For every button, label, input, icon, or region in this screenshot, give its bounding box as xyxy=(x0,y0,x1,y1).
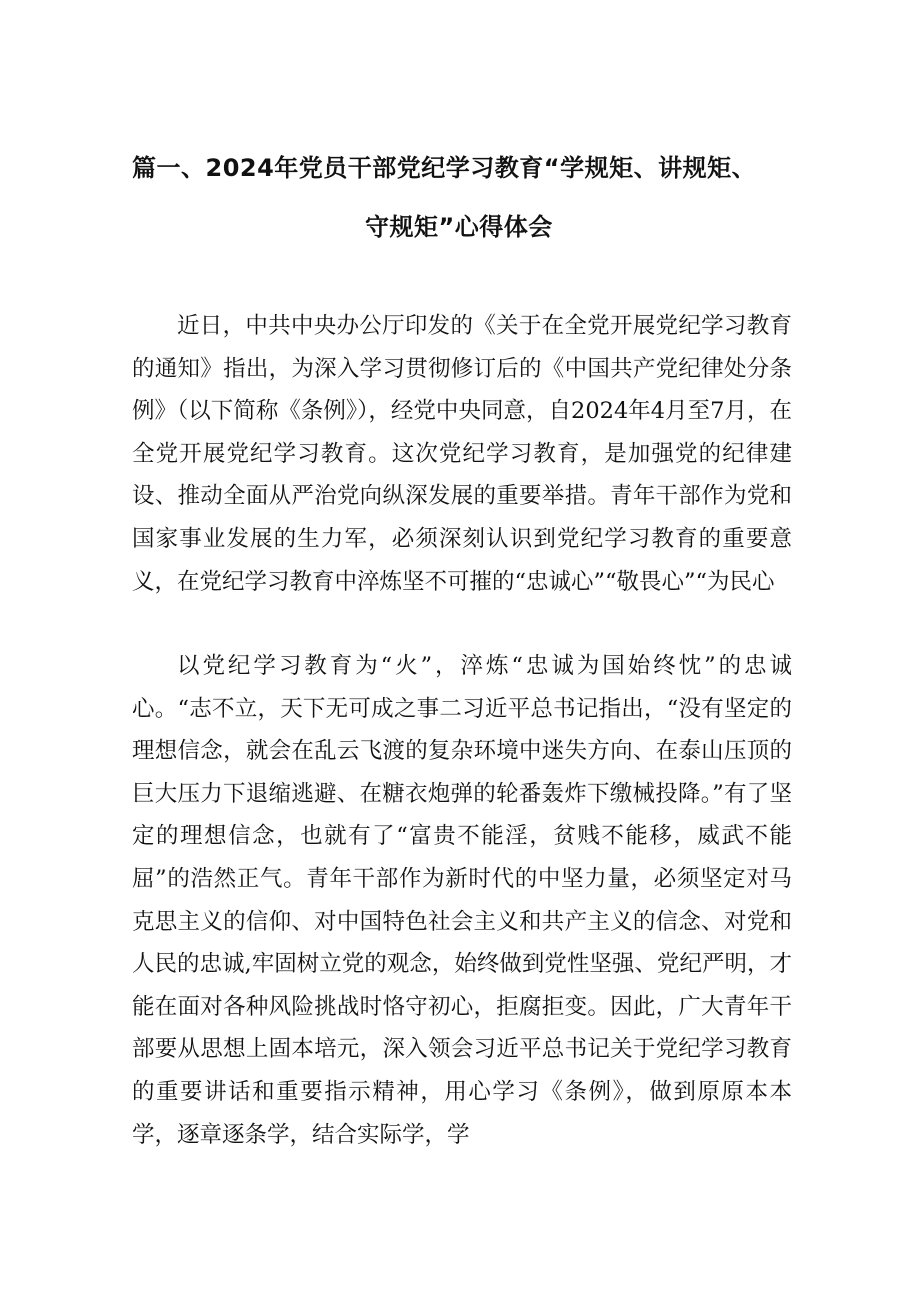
paragraph-loyalty: 以党纪学习教育为“火”，淬炼“忠诚为国始终忱”的忠诚心。“志不立，天下无可成之事二习近平总书记指出，“没有坚定的理想信念，就会在乱云飞渡的复杂环境中迷失方向、在泰山压顶的巨大压力下退缩逃避、在糖衣炮弹的轮番轰炸下缴械投降。”有了坚定的理想信念，也就有了“富贵不能淫，贫贱不能移，威武不能屈”的浩然正气。青年干部作为新时代的中坚力量，必须坚定对马克思主义的信仰、对中国特色社会主义和共产主义的信念、对党和人民的忠诚,牢固树立党的观念，始终做到党性坚强、党纪严明，才能在面对各种风险挑战时恪守初心，拒腐拒变。因此，广大青年干部要从思想上固本培元，深入领会习近平总书记关于党纪学习教育的重要讲话和重要指示精神，用心学习《条例》，做到原原本本学，逐章逐条学，结合实际学，学 xyxy=(132,653,792,1148)
paragraph-introduction: 近日，中共中央办公厅印发的《关于在全党开展党纪学习教育的通知》指出，为深入学习贯彻修订后的《中国共产党纪律处分条例》（以下简称《条例》），经党中央同意，自2024年4月至7月，在全党开展党纪学习教育。这次党纪学习教育，是加强党的纪律建设、推动全面从严治党向纵深发展的重要举措。青年干部作为党和国家事业发展的生力军，必须深刻认识到党纪学习教育的重要意义，在党纪学习教育中淬炼坚不可摧的“忠诚心”“敬畏心”“为民心 xyxy=(132,313,792,595)
document-title-line-2: 守规矩”心得体会 xyxy=(365,213,553,241)
document-title-line-1: 篇一、2024年党员干部党纪学习教育“学规矩、讲规矩、 xyxy=(132,154,757,182)
